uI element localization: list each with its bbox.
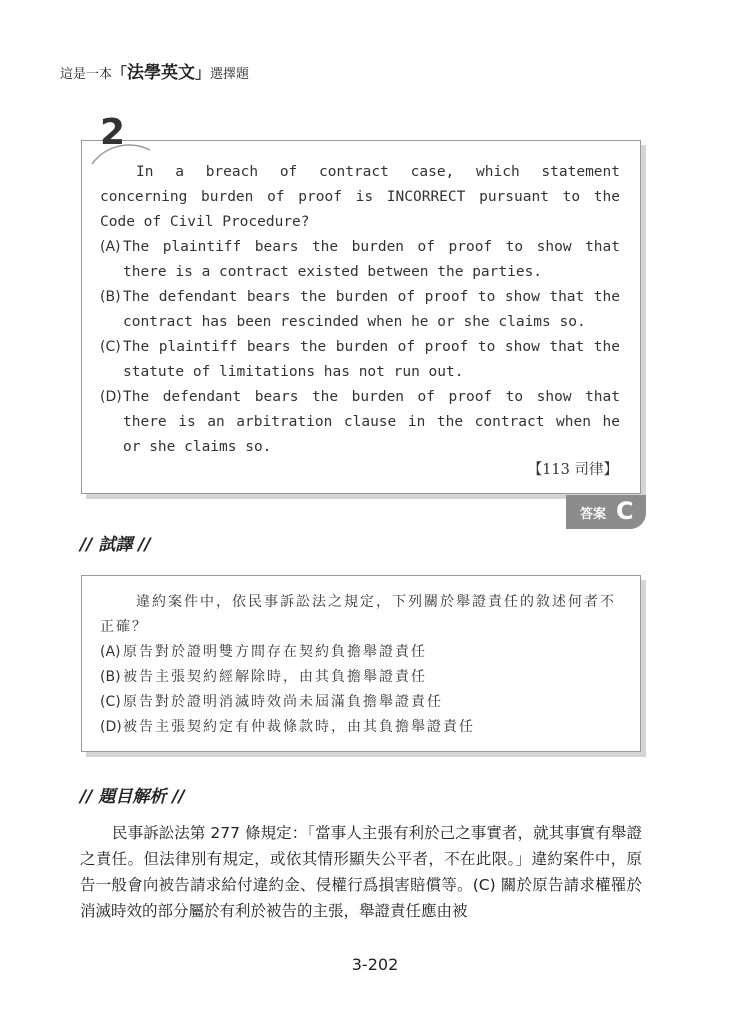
answer-label: 答案 [580, 507, 607, 522]
option-label: (D) [100, 719, 122, 735]
question-number-badge [88, 110, 158, 166]
option-text: 原告對於證明雙方間存在契約負擔舉證責任 [123, 644, 427, 660]
running-header [60, 58, 249, 83]
option-d [100, 385, 620, 460]
analysis-heading: // 題目解析 // [80, 787, 185, 807]
header-prefix: 這是一本 [60, 67, 113, 82]
answer-value: C [616, 497, 634, 525]
option-label: (A) [100, 644, 121, 660]
option-label: (C) [100, 339, 121, 355]
translation-option-d [100, 715, 620, 740]
header-suffix: 選擇題 [210, 67, 250, 82]
option-b [100, 285, 620, 335]
translation-stem: 違約案件中，依民事訴訟法之規定，下列關於舉證責任的敘述何者不正確？ [100, 594, 616, 635]
header-bracket-close: 」 [195, 64, 211, 82]
question-text [100, 160, 620, 460]
translation-option-c [100, 690, 620, 715]
option-label: (B) [100, 669, 121, 685]
option-text: The defendant bears the burden of proof to show that the contract has been rescinded when he or she claims so. [123, 289, 620, 330]
option-label: (D) [100, 389, 122, 405]
translation-option-b [100, 665, 620, 690]
option-a [100, 235, 620, 285]
page-number: 3-202 [351, 955, 399, 974]
option-text: 原告對於證明消滅時效尚未屆滿負擔舉證責任 [123, 694, 443, 710]
option-text: 被告主張契約定有仲裁條款時，由其負擔舉證責任 [123, 719, 475, 735]
header-bracket-open: 「 [112, 64, 128, 82]
option-text: The plaintiff bears the burden of proof to show that there is a contract existed between the parties. [123, 239, 620, 280]
header-title: 法學英文 [127, 63, 196, 83]
option-label: (A) [100, 239, 121, 255]
question-stem: In a breach of contract case, which statement concerning burden of proof is INCORRECT pursuant to the Code of Civil Procedure? [100, 164, 620, 230]
translation-heading: // 試譯 // [80, 535, 151, 555]
question-number: 2 [100, 112, 126, 153]
answer-tab [566, 495, 646, 529]
option-text: The defendant bears the burden of proof to show that there is an arbitration clause in the contract when he or she claims so. [123, 389, 620, 455]
analysis-paragraph: 民事訴訟法第 277 條規定：「當事人主張有利於己之事實者，就其事實有舉證之責任。但法律別有規定，或依其情形顯失公平者，不在此限。」違約案件中，原告一般會向被告請求給付違約金、侵權行爲損害賠償等。(C) 關於原告請求權罹於消滅時效的部分屬於有利於被告的主張，舉證責任應由被 [80, 824, 642, 920]
option-text: The plaintiff bears the burden of proof to show that the statute of limitations has not run out. [123, 339, 620, 380]
question-source: 【113 司律】 [527, 462, 618, 478]
option-c [100, 335, 620, 385]
option-label: (B) [100, 289, 121, 305]
translation-text [100, 590, 620, 740]
option-text: 被告主張契約經解除時，由其負擔舉證責任 [123, 669, 427, 685]
option-label: (C) [100, 694, 121, 710]
translation-option-a [100, 640, 620, 665]
